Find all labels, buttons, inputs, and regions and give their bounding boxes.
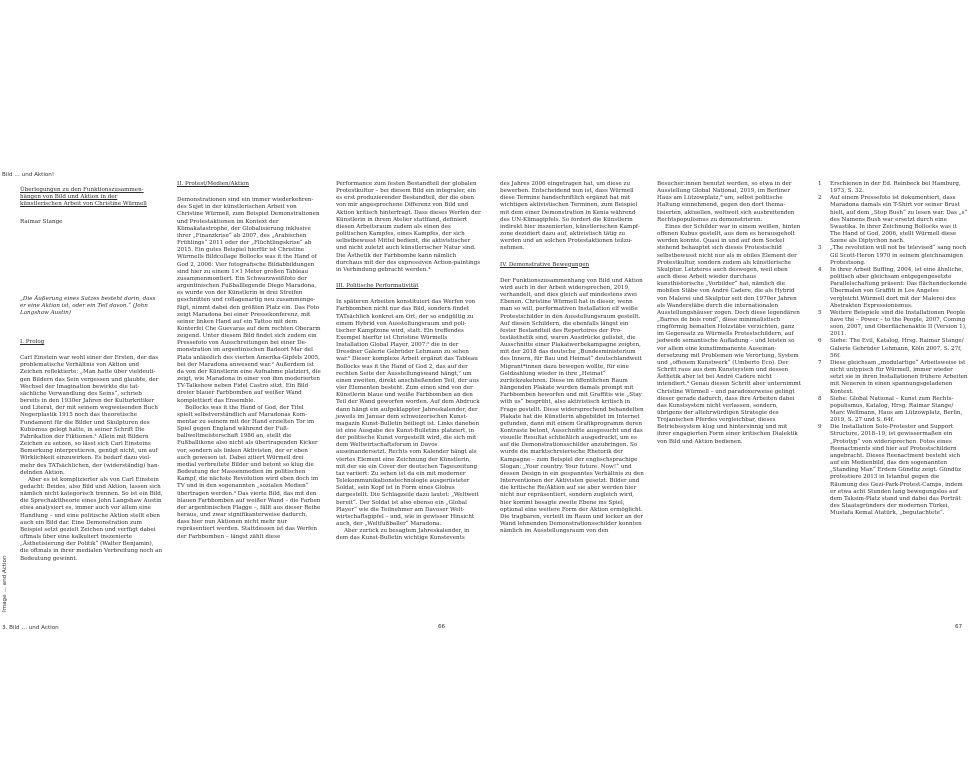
- section-heading-prolog: I. Prolog: [20, 339, 45, 345]
- footnote: 9 Die Installation Solo-Protester and Support Structure, 2018–19, ist gewissermaßen ein „Prototyp“ von widersprechen. Fotos eines Reenactments sind hier auf Protestschildern angebracht. Dieses Reenactment besteht sich auf ein Medienbild, das den sogenannten „Standing Man“ Erdem Gündüz zeigt. Gündüz protestiere 2013 in Istanbul gegen die Räumung des Gezi-Park-Protest-Camps, indem er etwa acht Stunden lang bewegungslos auf dem Taksim-Platz stand und dabei das Porträt des Staatsgründers der modernen Türkei, Mustafa Kemal Atatürk, „begutachtete“.: [818, 424, 963, 517]
- column-3: [336, 181, 481, 543]
- column-2: [177, 181, 321, 541]
- paragraph: Bollocks was it the Hand of God, der Titel spielt selbstverständlich auf Maradonas Kommentar zu seinem mit der Hand erzielten Tor im Spiel gegen England während der Fußballweltmeisterschaft 1986 an, stellt die Fußballikone also nicht als übertragenden Kicker vor, sondern als linken Aktivisten, der er eben auch gewesen ist. Dabei zitiert Würmell drei medial verbreitete Bilder und betont so klug die Bedeutung der Massenmedien im politischen Kampf, die nächste Revolution wird eben doch im TV und in den sogenannten „sozialen Medien“ übertragen werden.³ Das vierte Bild, das mit den blauen Farbbomben auf weißer Wand – die Farben der argentinischen Flagge –, fällt aus dieser Reihe heraus, und zwar signifikanterweise dadurch, dass hier nun Aktionen nicht mehr nur repräsentiert werden. Stattdessen ist das Werfen der Farbbomben – längst zählt diese: [177, 404, 321, 540]
- page-number-left: 66: [438, 624, 446, 630]
- running-head: Bild … und Aktion!: [2, 172, 55, 178]
- column-5: [657, 181, 802, 446]
- article-author: Raimar Stange: [20, 219, 63, 225]
- paragraph: Demonstrationen sind ein immer wiederkehrendes Sujet in der künstlerischen Arbeit von Christine Würmell, zum Beispiel Demonstrationen und Protestaktionen im Kontext der Klimakatastrophe, der Globalisierung inklusive ihrer „Finanzkrise“ ab 2007, des „Arabischen Frühlings“ 2011 oder der „Flüchtlingskrise“ ab 2015. Ein gutes Beispiel hierfür ist Christine Würmells Bildcollage Bollocks was it the Hand of God 2, 2006: Vier fotografische Bildabbildungen sind hier zu einem 1×1 Meter großen Tableau zusammenmontiert. Ein Schwarzweißfoto der argentinischen Fußballlegende Diego Maradona, es wurde von der Künstlerin in drei Streifen geschnitten und collagenartig neu zusammengefügt, nimmt dabei den größten Platz ein. Das Foto zeigt Maradona bei einer Pressekonferenz, mit seiner linken Hand auf ein Tattoo mit dem Konterfei Che Guevaras auf dem rechten Oberarm zeigend. Unter diesem Bild findet sich zudem ein Pressefoto von Ausschreitungen bei einer Demonstration im argentinischen Badeort Mar del Plata anlässlich des vierten Amerika-Gipfels 2005, bei der Maradona anwesend war.² Außerdem ist da von der Künstlerin eine Aufnahme platziert, die zeigt, wie Maradona in einer von ihm moderierten TV-Talkshow neben Fidel Castro sitzt. Ein Bild dreier blauer Farbbomben auf weißer Wand komplettiert das Ensemble.: [177, 197, 321, 404]
- paragraph: Eines der Schilder war in einem weißen, hinten offenen Kubus gestellt, aus dem es herausgeholt werden konnte. Quasi in und auf dem Sockel stehend behauptet sich dieses Protestschild selbstbewusst nicht nur als m obiles Element der Protestkultur, sondern zudem als künstlerische Skulptur. Letzteres auch deswegen, weil eben auch diese Arbeit wieder durchaus kunsthistorische „Vorbilder“ hat, nämlich die mobilen Stäbe von André Cadere, die als Hybrid von Malerei und Skulptur seit den 1970er Jahren als Wanderstäbe durch die internationalen Ausstellungshäuser zogen. Doch diese legendären „Barres de bois rond“, diese minimalistisch ringförmig bemalten Holzstäbe verzichten, ganz im Gegensatz zu Würmells Protestschildern, auf jedwede semantische Aufladung – und leisten so vor allem eine kunstimmanente Auseinandersetzung mit Problemen wie Verortung, System und „offenem Kunstwerk“ (Umberto Eco). Der Schritt raus aus dem Kunstsystem und dessen Ästhetik aber ist bei André Cadere nicht intendiert.⁹ Genau diesen Schritt aber unternimmt Christine Würmell – und paradoxerweise gelingt dieser gerade dadurch, dass ihre Arbeiten dabei das Kunstsystem nicht verlassen, sondern, übrigens der altehrwürdigen Strategie des Trojanischen Pferdes vergleichbar, dieses Betriebssystem klug und hintersinnig und mit ihrer engagierten Form einer kritischen Dialektik von Bild und Aktion bedienen.: [657, 223, 801, 445]
- footnote: 5 Weitere Beispiele sind die Installationen People have the – Power – to the People, 2007, Coming soon, 2007, und Oberflächenaktie II (Version 1), 2011.: [818, 309, 967, 338]
- article-title: Überlegungen zu den Funktionszusammenhängen von Bild und Aktion in der künstlerischen Arbeit von Christine Würmell: [20, 187, 147, 208]
- paragraph: Aber zurück zu besagtem Jahreskalender, in dem das Kunst-Bulletin wichtige Kunstevents: [336, 528, 470, 542]
- footnote: 7 Diese gleichsam „modulartige“ Arbeitsweise ist nicht untypisch für Würmell, immer wieder setzt sie in ihren Installationen frühere Arbeiten mit Neueren in einen spannungsgeladenen Kontext.: [818, 359, 968, 395]
- footnote: 1 Erschienen in der Ed. Reinbeck bei Hamburg, 1973, S. 32.: [818, 181, 961, 195]
- paragraph: Der Funktionszusammenhang von Bild und Aktion wird auch in der Arbeit widersprechen, 2019, verhandelt, und dies gleich auf mindestens zwei Ebenen. Christine Würmell hat in dieser, wenn man so will, performativen Installation elf weiße Protestschilder in den Ausstellungsraum gestellt. Auf diesen Schildern, die ebenfalls längst ein fester Bestandteil des Repertoires der Protestästhetik sind, waren Ausdrücke gelistet, die Ausschnitte einer Plakatwerbekampagne zeigten, mit der 2018 das deutsche „Bundesministerium des Innern, für Bau und Heimat“ deutschlandweit Migrant*innen dazu bewegen wollte, für eine Geldzahlung wieder in ihre „Heimat“ zurückzukehren. Diese im öffentlichen Raum hängenden Plakate wurden damals prompt mit Farbbomben beworfen und mit Graffitis wie „Stay with us“ besprüht, also aktivistisch kritisch in Frage gestellt. Diese widersprechend behandelten Plakate hat die Künstlerin abgebildet im Internet gefunden, dann mit einem Grafikprogramm deren Kontraste betont, Ausschnitte ausgesucht und das visuelle Resultat schließlich ausgedruckt, um es auf die Demonstrationsschilder anzubringen. So wurde die marktschreierische Rhetorik der Kampagne – zum Beispiel der englischsprachige Slogan: „Your country. Your future. Now!“ und dessen Design in ein gespanntes Verhältnis zu den Interventionen der Aktivisten gesetzt. Bilder und die kritische Re/Aktion auf sie aber werden hier nicht nur repräsentiert, sondern zugleich wird, hier kommt besagte zweite Ebene ins Spiel, optional eine weitere Form der Aktion ermöglicht. Die tragbaren, verteilt im Raum und locker an der Wand lehnenden Demonstrationsschilder konnten nämlich im Ausstellungsraum von den: [500, 277, 644, 535]
- paragraph: des Jahres 2006 eingetragen hat, um diese zu bewerben. Entscheidend nun ist, dass Würmell diese Termine handschriftlich ergänzt hat mit wichtigen aktivistischen Terminen, zum Beispiel mit dem einer Demonstration in Kenia während des UN-Klimagipfels. So fordert die Künstlerin indirekt hier inszenierten, künstlerischen Kampfzone dezidiert dazu auf, aktivistisch tätig zu werden und an solchen Protestaktionen teilzunehmen.: [500, 181, 640, 252]
- paragraph: In späteren Arbeiten konstituiert das Werfen von Farbbomben nicht nur das Bild, sondern findet TATsächlich konkret am Ort, der so endgültig zu einem Hybrid von Ausstellungsraum und politischer Kampfzone wird, statt. Ein treffendes Exempel hierfür ist Christine Würmells Installation Global Player, 2007:⁵ die in der Dresdner Galerie Gebrüder Lehmann zu sehen war.⁶ Dieser komplexe Arbeit ergänzt das Tableau Bollocks was it the Hand of God 2, das auf der rechten Seite der Ausstellungswand hängt,⁷ um einen zweiten, direkt anschließenden Teil, der aus vier Elementen besteht. Zum einen sind von der Künstlerin blaue und weiße Farbbomben an den Teil der Wand geworfen worden. Auf dem Abdruck dann hängt ein aufgeklappter Jahreskalender, der jeweils im Januar dem schweizerischen Kunstmagazin Kunst-Bulletin beiliegt ist. Links daneben ist eine Ausgabe des Kunst-Bulletins platziert, in der politische Kunst vorgestellt wird, die sich mit dem Weltwirtschaftsforum in Davos auseinandersetzt. Rechts vom Kalender hängt als viertes Element eine Zeichnung der Künstlerin, mit der sie ein Cover der deutschen Tageszeitung taz variiert: Zu sehen ist da ein mit moderner Telekommunikationstechnologie ausgerüsteter Soldat, sein Kopf ist in Form eines Globus dargestellt. Die Schlagzeile dazu lautet: „Weltweit bereit“. Der Soldat ist also ebenso ein „Global Player“ wie die Teilnehmer am Davoser Weltwirtschaftsgipfel – und, wie in gewisser Hinsicht auch, der „Weltfußballer“ Maradona.: [336, 299, 480, 528]
- paragraph: Performance zum festen Bestandteil der globalen Protestkultur – bei diesem Bild ein integraler, ein es erst produzierender Bestandteil, der die oben von mir angesprochene Differenz von Bild und Aktion kritisch hinterfragt. Dass dieses Werfen der Künstlerin in ihrem Atelier stattfand, definiert diesen Arbeitsraum zudem als einen des politischen Kampfes, eines Kampfes, der sich selbstbewusst Mittel bedient, die aktivistischer und nicht zuletzt auch künstlerischer Natur sind. Die Ästhetik der Farbbombe kann nämlich durchaus mit der des expressiven Action-paintings in Verbindung gebracht werden.⁴: [336, 181, 481, 273]
- column-4: [500, 181, 645, 535]
- footnote: 2 Auf einem Pressefoto ist dokumentiert, dass Maradona damals ein T-Shirt vor seiner Brust hielt, auf dem „Stop Bush“ zu lesen war. Das „s“ des Namens Bush war ersetzt durch eine Swastika. In ihrer Zeichnung Bollocks was it The Hand of God, 2006, stellt Würmell diese Szene als Diptychon nach.: [818, 195, 968, 245]
- epigraph: „Die Äußerung eines Satzes besteht darin, dass er eine Aktion ist, oder ein Teil davon.“ (John Langshaw Austin): [20, 296, 156, 317]
- footnote: 8 Siehe: Global National – Kunst zum Rechtspopulismus, Katalog, Hrsg. Raimar Stange/ Marc Wellmann, Haus am Lützowplatz, Berlin, 2019, S. 27 und S. 64f.: [818, 395, 963, 424]
- section-heading-demonstrative: IV. Demonstrative Bewegungen: [500, 261, 590, 268]
- vertical-label: Image … and Action: [2, 555, 8, 612]
- footnote: 3 „The revolution will not be televised“ sang noch Gil Scott-Heron 1970 in seinem gleichnamigen Protestsong.: [818, 245, 967, 266]
- section-heading-performativity: III. Politische Performativität: [336, 283, 419, 290]
- column-1: [20, 339, 163, 563]
- footnote: 4 In ihrer Arbeit Buffing, 2004, ist eine ähnliche, politisch aber gleichsam entgegengesetzte Parallelschaltung präsent: Das flächendeckende Übermalen von Graffiti in Los Angeles vergleicht Würmell dort mit der Malerei des Abstrakten Expressionismus.: [818, 266, 967, 309]
- footer-left: 3. Bild … und Action: [2, 625, 59, 631]
- paragraph: Aber es ist komplizierter als von Carl Einstein gedacht: Beides, also Bild und Aktion, lassen sich nämlich nicht kategorisch trennen. So ist ein Bild, die Sprechakttheorie eines John Langshaw Austin etwa analysiert es, immer auch vor allem eine Handlung – und eine politische Aktion stellt eben auch ein Bild dar. Eine Demonstration zum Beispiel setzt gezielt Zeichen und verfügt dabei oftmals über eine kalkuliert inszenierte „Ästhetisierung der Politik“ (Walter Benjamin), die oftmals in ihrer medialen Verbreitung noch an Bedeutung gewinnt.: [20, 476, 163, 562]
- section-heading-protest: II. Protest/Medien/Aktion: [177, 181, 249, 187]
- footnote: 6 Siehe: The Evil, Katalog, Hrsg. Raimar Stange/ Galerie Gebrüder Lehmann, Köln 2007, S. 27f, 56f.: [818, 338, 964, 359]
- paragraph: Besucher:innen benutzt werden, so etwa in der Ausstellung Global National, 2019, im Berliner Haus am Lützowplatz,⁸ um, selbst politische Haltung einnehmend, gegen den dort thematisierten, aktuellen, weltweit sich ausbreitenden Rechtspopulismus zu demonstrieren.: [657, 181, 795, 223]
- page-number-right: 67: [955, 624, 963, 630]
- paragraph: Carl Einstein war wohl einer der Ersten, der das problematische Verhältnis von Aktion und Zeichen reflektierte: „Man hatte über vieldeutigen Bildern das Sein vergessen und glaubte, der Wechsel der Imagination bewirkte die tatsächliche Verwandlung des Seins“, schrieb bereits in den 1930er Jahren der Kulturkritiker und Literat, der mit seinem wegweisenden Buch Negerplastik 1915 noch das theoretische Fundament für die Bilder und Skulpturen des Kubismus gelegt hatte, in seiner Schrift Die Fabrikation der Fiktionen.¹ Allein mit Bildern Zeichen zu setzen, so lässt sich Carl Einsteins Bemerkung interpretieren, genügt nicht, um auf Wirklichkeit einzuwirken. Es bedarf dazu vielmehr des TATsächlichen, der (widerständig) handelnden Aktion.: [20, 355, 160, 476]
- footnotes: [818, 181, 968, 517]
